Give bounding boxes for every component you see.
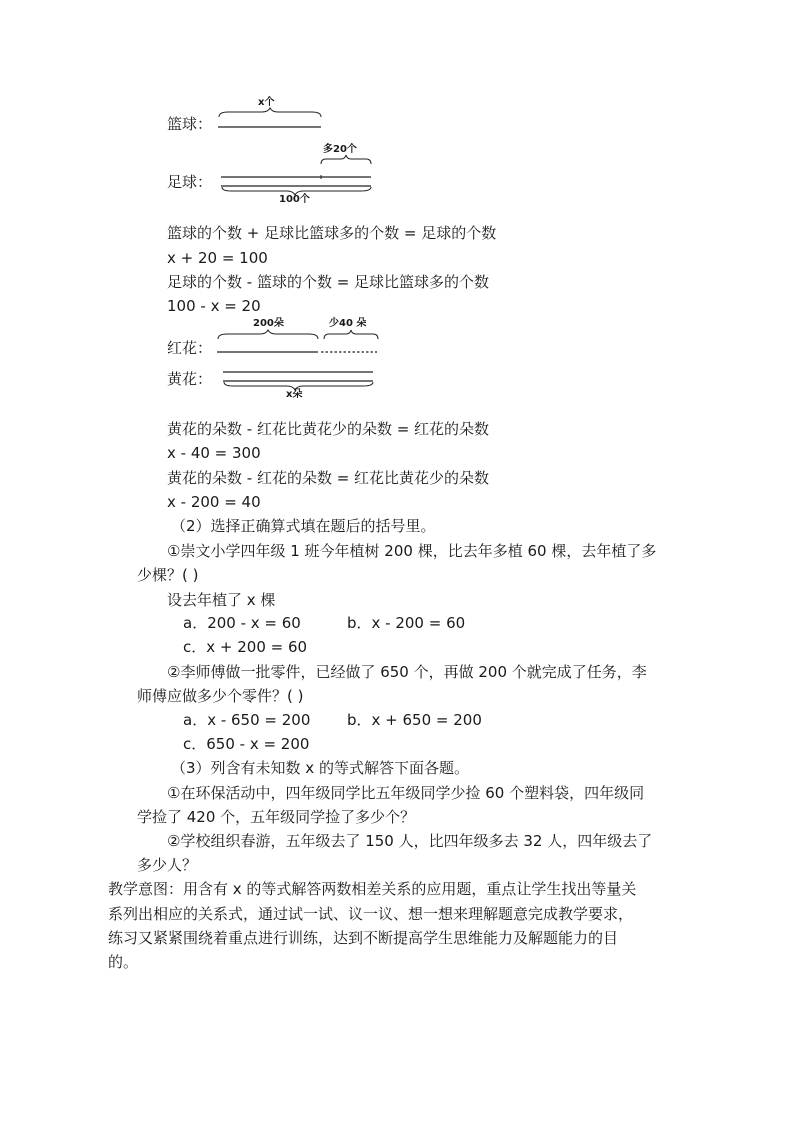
question-1-option-b: b．x - 200 = 60: [347, 614, 466, 632]
basketball-bar: [218, 125, 322, 129]
yellow-label: 黄花：: [167, 370, 213, 388]
football-more-brace: [320, 155, 372, 165]
teaching-intent-line: 的。: [108, 953, 139, 971]
question-2-text-cont: 师傅应做多少个零件？( ): [137, 687, 304, 705]
red-label: 红花：: [167, 339, 213, 357]
equation-line: x - 40 = 300: [167, 444, 261, 462]
question-1-option-a: a．200 - x = 60: [183, 614, 301, 632]
football-label: 足球：: [167, 173, 213, 191]
question-1-text-cont: 少棵？( ): [137, 566, 199, 584]
problem-1-text-cont: 学捡了 420 个，五年级同学捡了多少个？: [137, 808, 416, 826]
red-brace-label: 200朵: [253, 318, 284, 329]
question-1-text: ①崇文小学四年级 1 班今年植树 200 棵，比去年多植 60 棵，去年植了多: [167, 542, 657, 560]
red-less-brace: [323, 330, 379, 340]
red-bar: [217, 348, 381, 356]
problem-2-text: ②学校组织春游，五年级去了 150 人，比四年级多去 32 人，四年级去了: [167, 832, 653, 850]
teaching-intent-line: 系列出相应的关系式，通过试一试、议一议、想一想来理解题意完成教学要求，: [108, 905, 634, 923]
equation-line: 100 - x = 20: [167, 297, 261, 315]
section-2-heading: （2）选择正确算式填在题后的括号里。: [171, 517, 436, 535]
question-1-setup: 设去年植了 x 棵: [167, 591, 276, 609]
equation-line: x + 20 = 100: [167, 249, 268, 267]
yellow-total-label: x朵: [286, 389, 303, 400]
basketball-brace: [218, 108, 322, 118]
basketball-brace-label: x个: [258, 97, 275, 108]
question-2-option-a: a．x - 650 = 200: [183, 711, 311, 729]
question-1-option-c: c．x + 200 = 60: [183, 638, 308, 656]
teaching-intent-line: 教学意图：用含有 x 的等式解答两数相差关系的应用题，重点让学生找出等量关: [108, 880, 637, 898]
football-total-label: 100个: [279, 194, 310, 205]
relation-line: 黄花的朵数 - 红花比黄花少的朵数 = 红花的朵数: [167, 420, 490, 438]
red-brace: [217, 330, 319, 340]
relation-line: 足球的个数 - 篮球的个数 = 足球比篮球多的个数: [167, 273, 490, 291]
red-less-label: 少40 朵: [329, 318, 367, 329]
section-3-heading: （3）列含有未知数 x 的等式解答下面各题。: [171, 759, 469, 777]
football-more-label: 多20个: [323, 144, 357, 155]
relation-line: 篮球的个数 + 足球比篮球多的个数 = 足球的个数: [167, 224, 497, 242]
teaching-intent-line: 练习又紧紧围绕着重点进行训练，达到不断提高学生思维能力及解题能力的目: [108, 929, 619, 947]
problem-1-text: ①在环保活动中，四年级同学比五年级同学少捡 60 个塑料袋，四年级同: [167, 784, 645, 802]
question-2-text: ②李师傅做一批零件，已经做了 650 个，再做 200 个就完成了任务，李: [167, 663, 647, 681]
relation-line: 黄花的朵数 - 红花的朵数 = 红花比黄花少的朵数: [167, 469, 490, 487]
basketball-label: 篮球：: [167, 115, 213, 133]
question-2-option-c: c．650 - x = 200: [183, 735, 310, 753]
problem-2-text-cont: 多少人？: [137, 856, 198, 874]
question-2-option-b: b．x + 650 = 200: [347, 711, 482, 729]
equation-line: x - 200 = 40: [167, 493, 261, 511]
